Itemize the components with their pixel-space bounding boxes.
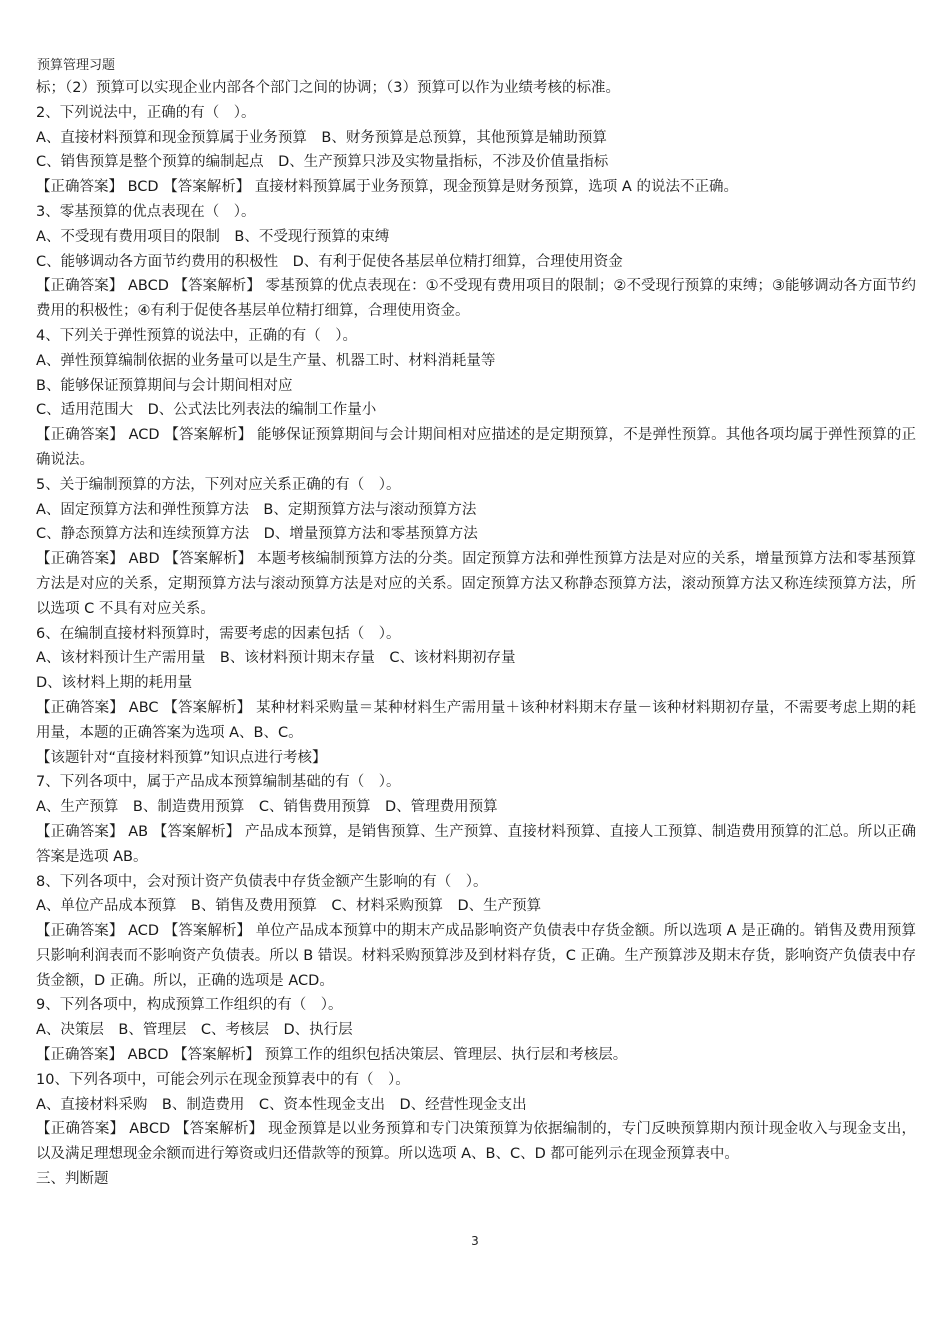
text-line: 三、判断题	[36, 1171, 109, 1188]
text-line: 4、下列关于弹性预算的说法中，正确的有（ ）。	[36, 327, 357, 344]
text-line: 5、关于编制预算的方法，下列对应关系正确的有（ ）。	[36, 476, 401, 493]
text-line: 【正确答案】 BCD 【答案解析】 直接材料预算属于业务预算，现金预算是财务预算，选项 A 的说法不正确。	[36, 179, 738, 196]
answer-paragraph: 【正确答案】 ACD 【答案解析】 单位产品成本预算中的期末产成品影响资产负债表中存货金额。所以选项 A 是正确的。销售及费用预算只影响利润表而不影响资产负债表。所以 B 错误。材料采购预算涉及到材料存货，C 正确。生产预算涉及期末存货，影响资产负债表中存货金额，D 正确。所以，正确的选项是 ACD。	[36, 923, 916, 989]
text-line: 3、零基预算的优点表现在（ ）。	[36, 203, 256, 220]
text-line: 8、下列各项中，会对预计资产负债表中存货金额产生影响的有（ ）。	[36, 873, 488, 890]
text-line: 9、下列各项中，构成预算工作组织的有（ ）。	[36, 997, 343, 1014]
text-line: 【该题针对“直接材料预算”知识点进行考核】	[36, 749, 327, 766]
document-body	[36, 76, 916, 1192]
answer-paragraph: 【正确答案】 ABC 【答案解析】 某种材料采购量＝某种材料生产需用量＋该种材料期末存量－该种材料期初存量，不需要考虑上期的耗用量，本题的正确答案为选项 A、B、C。	[36, 699, 916, 741]
text-line: C、静态预算方法和连续预算方法 D、增量预算方法和零基预算方法	[36, 526, 478, 543]
text-line: A、该材料预计生产需用量 B、该材料预计期末存量 C、该材料期初存量	[36, 650, 516, 667]
answer-paragraph: 【正确答案】 ACD 【答案解析】 能够保证预算期间与会计期间相对应描述的是定期预算，不是弹性预算。其他各项均属于弹性预算的正确说法。	[36, 427, 916, 468]
text-line: C、适用范围大 D、公式法比列表法的编制工作量小	[36, 402, 377, 419]
text-line: A、单位产品成本预算 B、销售及费用预算 C、材料采购预算 D、生产预算	[36, 898, 542, 915]
answer-paragraph: 【正确答案】 AB 【答案解析】 产品成本预算，是销售预算、生产预算、直接材料预算、直接人工预算、制造费用预算的汇总。所以正确答案是选项 AB。	[36, 823, 916, 865]
text-line: A、直接材料采购 B、制造费用 C、资本性现金支出 D、经营性现金支出	[36, 1096, 527, 1113]
text-line: 标；（2）预算可以实现企业内部各个部门之间的协调；（3）预算可以作为业绩考核的标准。	[36, 80, 620, 96]
page-number: 3	[471, 1234, 479, 1248]
text-line: A、生产预算 B、制造费用预算 C、销售费用预算 D、管理费用预算	[36, 799, 498, 816]
text-line: 2、下列说法中，正确的有（ ）。	[36, 104, 256, 121]
text-line: A、直接材料预算和现金预算属于业务预算 B、财务预算是总预算，其他预算是辅助预算	[36, 129, 607, 146]
text-line: 7、下列各项中，属于产品成本预算编制基础的有（ ）。	[36, 774, 401, 791]
text-line: A、不受现有费用项目的限制 B、不受现行预算的束缚	[36, 228, 390, 245]
answer-paragraph: 【正确答案】 ABCD 【答案解析】 零基预算的优点表现在：①不受现有费用项目的限制；②不受现行预算的束缚；③能够调动各方面节约费用的积极性；④有利于促使各基层单位精打细算，合理使用资金。	[36, 278, 916, 320]
text-line: A、决策层 B、管理层 C、考核层 D、执行层	[36, 1022, 353, 1039]
text-line: 6、在编制直接材料预算时，需要考虑的因素包括（ ）。	[36, 625, 401, 642]
text-line: C、能够调动各方面节约费用的积极性 D、有利于促使各基层单位精打细算，合理使用资金	[36, 253, 623, 270]
text-line: 10、下列各项中，可能会列示在现金预算表中的有（ ）。	[36, 1071, 410, 1088]
text-line: B、能够保证预算期间与会计期间相对应	[36, 377, 293, 394]
answer-paragraph: 【正确答案】 ABCD 【答案解析】 现金预算是以业务预算和专门决策预算为依据编制的，专门反映预算期内预计现金收入与现金支出，以及满足理想现金余额而进行筹资或归还借款等的预算。所以选项 A、B、C、D 都可能列示在现金预算表中。	[36, 1121, 916, 1163]
text-line: A、固定预算方法和弹性预算方法 B、定期预算方法与滚动预算方法	[36, 501, 477, 518]
text-line: A、弹性预算编制依据的业务量可以是生产量、机器工时、材料消耗量等	[36, 352, 496, 369]
text-line: D、该材料上期的耗用量	[36, 675, 193, 692]
answer-paragraph: 【正确答案】 ABD 【答案解析】 本题考核编制预算方法的分类。固定预算方法和弹性预算方法是对应的关系，增量预算方法和零基预算方法是对应的关系，定期预算方法与滚动预算方法是对应的关系。固定预算方法又称静态预算方法，滚动预算方法又称连续预算方法，所以选项 C 不具有对应关系。	[36, 551, 916, 617]
page-header: 预算管理习题	[37, 58, 116, 73]
text-line: C、销售预算是整个预算的编制起点 D、生产预算只涉及实物量指标，不涉及价值量指标	[36, 154, 609, 171]
text-line: 【正确答案】 ABCD 【答案解析】 预算工作的组织包括决策层、管理层、执行层和考核层。	[36, 1047, 628, 1064]
